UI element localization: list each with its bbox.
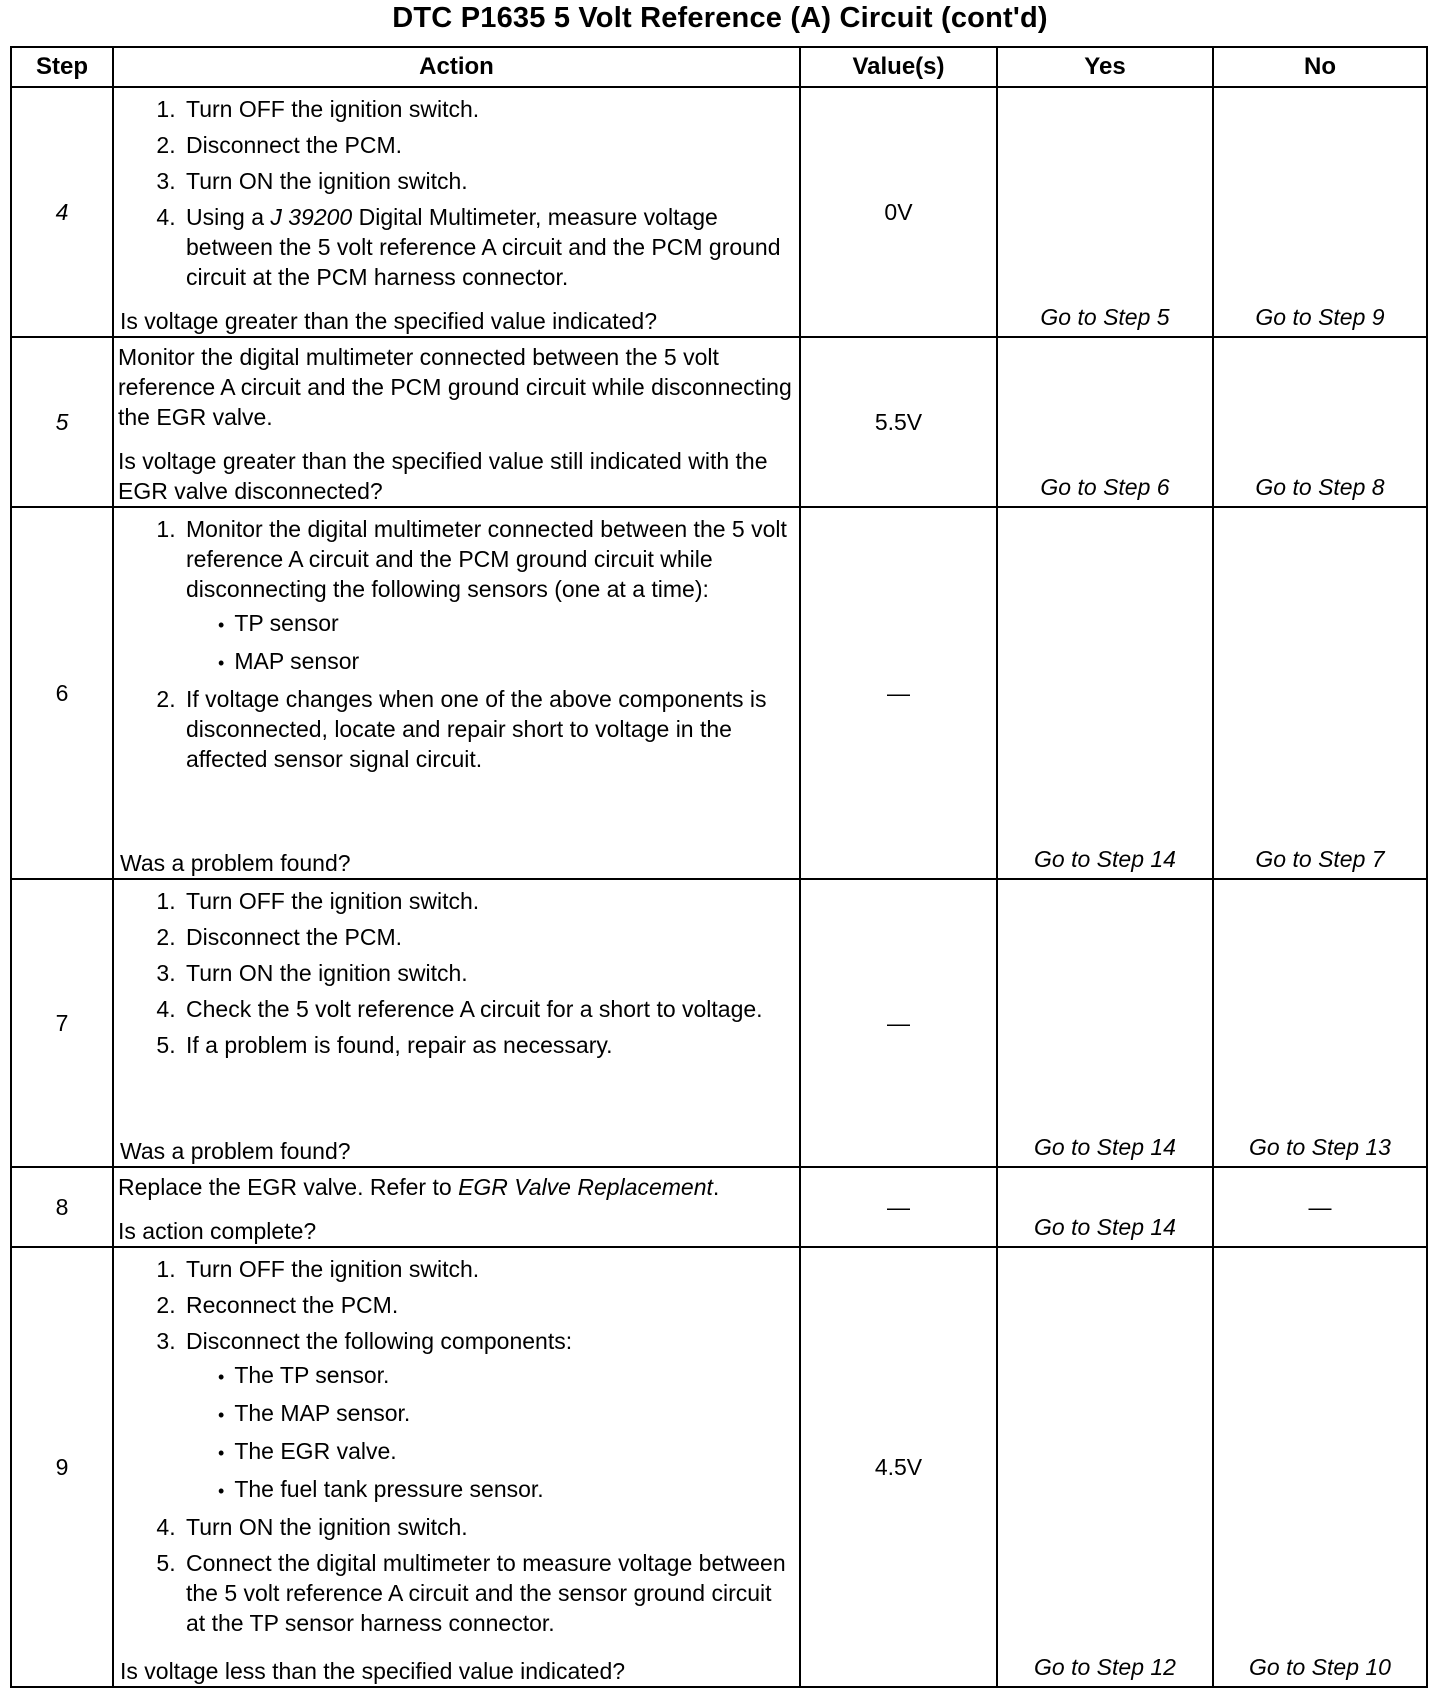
bullet-item: • MAP sensor: [214, 646, 795, 678]
go-to-link[interactable]: Go to Step 9: [1255, 304, 1385, 330]
yes-cell: [997, 337, 1213, 507]
step-number: 5: [11, 337, 113, 507]
header-values: Value(s): [800, 47, 997, 87]
table-row: [11, 1167, 1427, 1247]
no-cell: —: [1213, 1167, 1427, 1247]
page-title: DTC P1635 5 Volt Reference (A) Circuit (cont'd): [392, 2, 1048, 34]
bullet-item: • The EGR valve.: [214, 1436, 795, 1468]
question: Is voltage greater than the specified value still indicated with the EGR valve disconnected?: [118, 448, 768, 504]
question: Was a problem found?: [120, 850, 351, 876]
action-cell: [113, 507, 800, 879]
list-item: 5. If a problem is found, repair as necessary.: [182, 1030, 795, 1060]
list-item: 2. If voltage changes when one of the above components is disconnected, locate and repair short to voltage in the affected sensor signal circuit.: [182, 684, 795, 774]
value-cell: —: [800, 879, 997, 1167]
question: Is voltage greater than the specified value indicated?: [120, 308, 658, 334]
header-row: [11, 47, 1427, 87]
list-item: 4. Using a J 39200 Digital Multimeter, measure voltage between the 5 volt reference A circuit and the PCM ground circuit at the PCM harness connector.: [182, 202, 795, 292]
header-action: Action: [113, 47, 800, 87]
go-to-link[interactable]: Go to Step 14: [1034, 1134, 1176, 1160]
step-number: 8: [11, 1167, 113, 1247]
header-no: No: [1213, 47, 1427, 87]
go-to-link[interactable]: Go to Step 7: [1255, 846, 1385, 872]
list-item: 2. Reconnect the PCM.: [182, 1290, 795, 1320]
go-to-link[interactable]: Go to Step 14: [1034, 846, 1176, 872]
value-cell: 5.5V: [800, 337, 997, 507]
diagnostic-table: [10, 46, 1428, 1688]
yes-cell: [997, 879, 1213, 1167]
yes-cell: [997, 87, 1213, 337]
step-number: 6: [11, 507, 113, 879]
table-row: [11, 1247, 1427, 1687]
question: Is action complete?: [118, 1218, 317, 1244]
go-to-link[interactable]: Go to Step 6: [1040, 474, 1170, 500]
yes-cell: [997, 507, 1213, 879]
list-item: 1. Turn OFF the ignition switch.: [182, 886, 795, 916]
go-to-link[interactable]: Go to Step 13: [1249, 1134, 1391, 1160]
header-yes: Yes: [997, 47, 1213, 87]
go-to-link[interactable]: Go to Step 10: [1249, 1654, 1391, 1680]
go-to-link[interactable]: Go to Step 5: [1040, 304, 1170, 330]
table-row: [11, 507, 1427, 879]
table-row: [11, 337, 1427, 507]
header-step: Step: [11, 47, 113, 87]
list-item: 3. Turn ON the ignition switch.: [182, 958, 795, 988]
no-cell: [1213, 879, 1427, 1167]
action-cell: [113, 87, 800, 337]
no-cell: [1213, 507, 1427, 879]
list-item: 1. Turn OFF the ignition switch.: [182, 1254, 795, 1284]
no-cell: [1213, 87, 1427, 337]
list-item: 1. Monitor the digital multimeter connected between the 5 volt reference A circuit and the PCM ground circuit while disconnecting the following sensors (one at a time): • TP sensor • MAP sensor: [182, 514, 795, 678]
list-item: 2. Disconnect the PCM.: [182, 922, 795, 952]
step-number: 7: [11, 879, 113, 1167]
step-number: 9: [11, 1247, 113, 1687]
tool-reference: J 39200: [270, 204, 353, 230]
instruction-text: Monitor the digital multimeter connected between the 5 volt reference A circuit and the PCM ground circuit while disconnecting the EGR valve.: [118, 344, 792, 430]
action-cell: [113, 1247, 800, 1687]
value-cell: —: [800, 507, 997, 879]
step-number: 4: [11, 87, 113, 337]
value-cell: 0V: [800, 87, 997, 337]
list-item: 2. Disconnect the PCM.: [182, 130, 795, 160]
question: Was a problem found?: [120, 1138, 351, 1164]
value-cell: —: [800, 1167, 997, 1247]
table-row: [11, 879, 1427, 1167]
no-cell: [1213, 337, 1427, 507]
list-item: 5. Connect the digital multimeter to measure voltage between the 5 volt reference A circuit and the sensor ground circuit at the TP sensor harness connector.: [182, 1548, 795, 1638]
value-cell: 4.5V: [800, 1247, 997, 1687]
instruction-text: Replace the EGR valve. Refer to EGR Valve Replacement.: [118, 1174, 720, 1200]
bullet-item: • The MAP sensor.: [214, 1398, 795, 1430]
action-cell: [113, 1167, 800, 1247]
question: Is voltage less than the specified value indicated?: [120, 1658, 626, 1684]
no-cell: [1213, 1247, 1427, 1687]
go-to-link[interactable]: Go to Step 8: [1255, 474, 1385, 500]
action-cell: [113, 337, 800, 507]
table-row: [11, 87, 1427, 337]
procedure-reference[interactable]: EGR Valve Replacement: [458, 1174, 713, 1200]
list-item: 4. Turn ON the ignition switch.: [182, 1512, 795, 1542]
go-to-link[interactable]: Go to Step 14: [1034, 1214, 1176, 1240]
yes-cell: [997, 1247, 1213, 1687]
bullet-item: • The TP sensor.: [214, 1360, 795, 1392]
bullet-item: • TP sensor: [214, 608, 795, 640]
list-item: 3. Turn ON the ignition switch.: [182, 166, 795, 196]
list-item: 3. Disconnect the following components: • The TP sensor. • The MAP sensor. • The EGR valve. • The fuel tank pressure sensor.: [182, 1326, 795, 1506]
go-to-link[interactable]: Go to Step 12: [1034, 1654, 1176, 1680]
list-item: 1. Turn OFF the ignition switch.: [182, 94, 795, 124]
bullet-item: • The fuel tank pressure sensor.: [214, 1474, 795, 1506]
action-cell: [113, 879, 800, 1167]
list-item: 4. Check the 5 volt reference A circuit for a short to voltage.: [182, 994, 795, 1024]
yes-cell: [997, 1167, 1213, 1247]
